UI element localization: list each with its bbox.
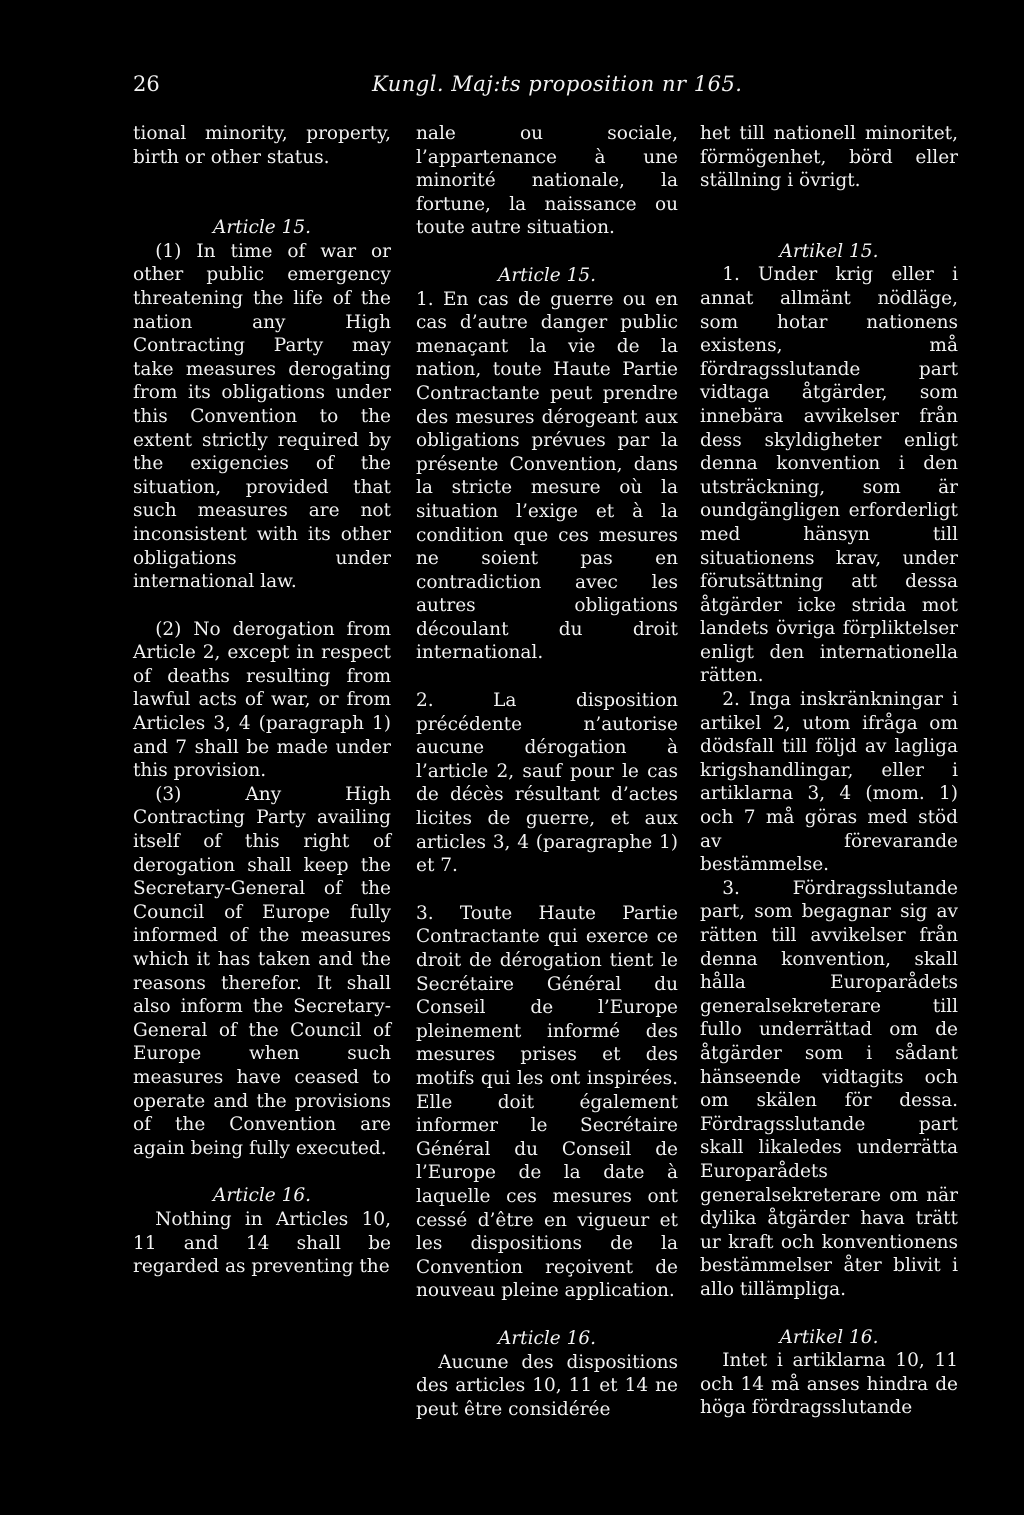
- swedish-article-15-paragraph-1: 1. Under krig eller i annat allmänt nödläge, som hotar nationens existens, må fördragsslutande part vidtaga åtgärder, som innebära avvikelser från dess skyldigheter enligt denna konvention i den utsträckning, som är oundgängligen erforderligt med hänsyn till situationens krav, under förutsättning att dessa åtgärder icke strida mot landets övriga förpliktelser enligt den internationella rätten.: [700, 264, 958, 687]
- french-article-15-paragraph-1: 1. En cas de guerre ou en cas d’autre danger public menaçant la vie de la nation, toute Haute Partie Contractante peut prendre des mesures dérogeant aux obligations prévues par la présente Convention, dans la stricte mesure où la situation l’exige et à la condition que ces mesures ne soient pas en contradiction avec les autres obligations découlant du droit international.: [416, 288, 678, 664]
- english-article-15-paragraph-2: (2) No derogation from Article 2, except in respect of deaths resulting from lawful acts of war, or from Articles 3, 4 (paragraph 1) and 7 shall be made under this provision.: [133, 618, 391, 782]
- english-article-16-paragraph-1: Nothing in Articles 10, 11 and 14 shall be regarded as preventing the: [133, 1208, 391, 1278]
- swedish-article-15-paragraph-2: 2. Inga inskränkningar i artikel 2, utom ifråga om dödsfall till följd av lagliga krigshandlingar, eller i artiklarna 3, 4 (mom. 1) och 7 må göras med stöd av förevarande bestämmelse.: [700, 689, 958, 876]
- english-intro: tional minority, property, birth or other status.: [133, 123, 391, 168]
- french-column: [416, 122, 678, 1421]
- swedish-article-16-heading: Artikel 16.: [779, 1326, 879, 1348]
- french-article-16-paragraph-1: Aucune des dispositions des articles 10, 11 et 14 ne peut être considérée: [416, 1351, 678, 1420]
- swedish-article-15-paragraph-3: 3. Fördragsslutande part, som begagnar sig av rätten till avvikelser från denna konvention, skall hålla Europarådets generalsekreterare till fullo underrättad om de åtgärder som i sådant hänseende vidtagits och om skälen för dessa. Fördragsslutande part skall likaledes underrätta Europarådets generalsekreterare om när dylika åtgärder hava trätt ur kraft och konventionens bestämmelser åter blivit i allo tillämpliga.: [700, 877, 958, 1300]
- running-title: Kungl. Maj:ts proposition nr 165.: [372, 72, 743, 96]
- swedish-article-15-heading: Artikel 15.: [779, 240, 879, 262]
- french-article-15-heading: Article 15.: [497, 264, 597, 286]
- english-column: [133, 122, 391, 1279]
- french-article-16-heading: Article 16.: [497, 1327, 597, 1349]
- english-article-15-paragraph-1: (1) In time of war or other public emergency threatening the life of the nation any High Contracting Party may take measures derogating from its obligations under this Convention to the extent strictly required by the exigencies of the situation, provided that such measures are not inconsistent with its other obligations under international law.: [133, 240, 391, 593]
- english-article-16-heading: Article 16.: [212, 1185, 312, 1207]
- page-number: 26: [133, 72, 160, 96]
- page-header: [133, 72, 953, 104]
- french-article-15-paragraph-3: 3. Toute Haute Partie Contractante qui exerce ce droit de dérogation tient le Secrétaire Général du Conseil de l’Europe pleinement informé des mesures prises et des motifs qui les ont inspirées. Elle doit également informer le Secrétaire Général du Conseil de l’Europe de la date à laquelle ces mesures ont cessé d’être en vigueur et les dispositions de la Convention reçoivent de nouveau pleine application.: [416, 902, 678, 1302]
- swedish-intro: het till nationell minoritet, förmögenhet, börd eller ställning i övrigt.: [700, 123, 958, 192]
- swedish-article-16-paragraph-1: Intet i artiklarna 10, 11 och 14 må anses hindra de höga fördragsslutande: [700, 1350, 958, 1419]
- french-article-15-paragraph-2: 2. La disposition précédente n’autorise aucune dérogation à l’article 2, sauf pour le cas de décès résultant d’actes licites de guerre, et aux articles 3, 4 (paragraphe 1) et 7.: [416, 690, 678, 877]
- english-article-15-heading: Article 15.: [212, 217, 312, 239]
- french-intro: nale ou sociale, l’appartenance à une minorité nationale, la fortune, la naissance ou toute autre situation.: [416, 123, 678, 239]
- swedish-column: [700, 122, 958, 1420]
- english-article-15-paragraph-3: (3) Any High Contracting Party availing itself of this right of derogation shall keep the Secretary-General of the Council of Europe fully informed of the measures which it has taken and the reasons therefor. It shall also inform the Secretary-General of the Council of Europe when such measures have ceased to operate and the provisions of the Convention are again being fully executed.: [133, 783, 391, 1159]
